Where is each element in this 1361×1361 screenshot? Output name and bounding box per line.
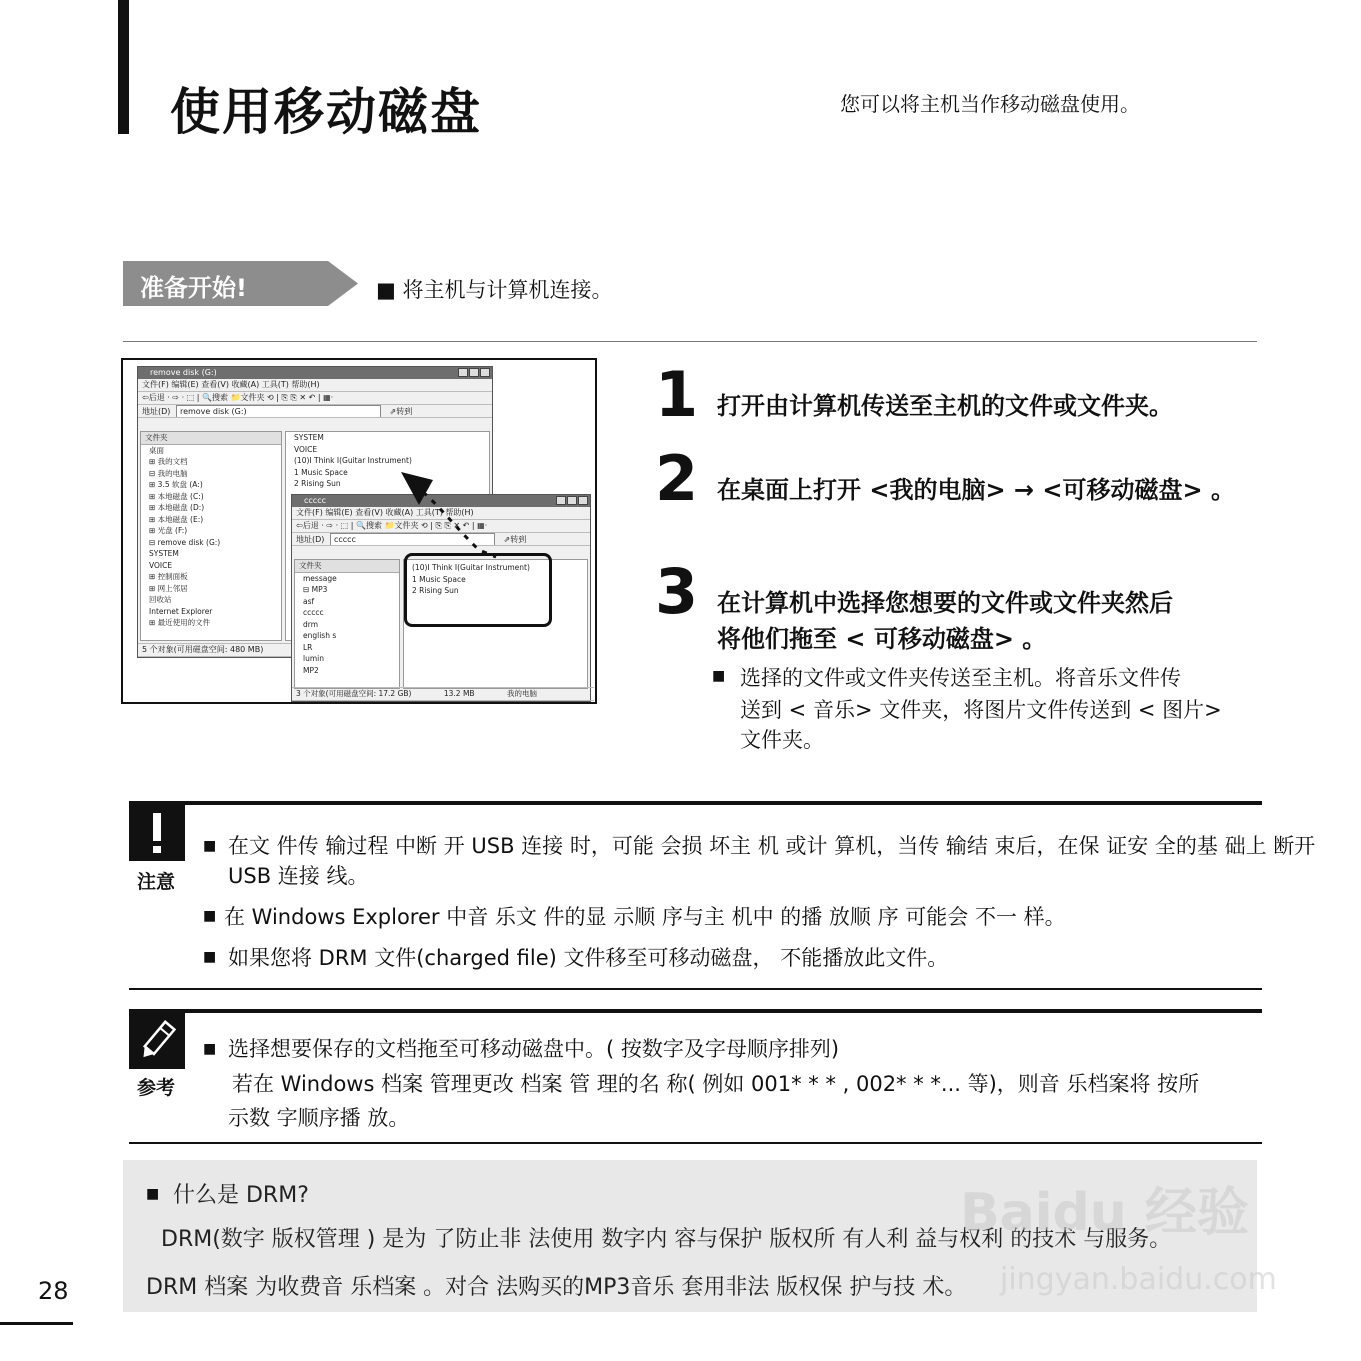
step3-bullet-line3: 文件夹。 [740,728,824,752]
folder-tree-item[interactable]: ⊞ 最近使用的文件 [149,618,211,627]
folder-tree-item[interactable]: drm [303,619,319,629]
status-size: 13.2 MB [443,689,475,698]
step-number-3: 3 [655,555,699,628]
bullet-icon: ■ [203,949,217,965]
bullet-icon: ■ [203,1041,217,1057]
reference-line1: 选择想要保存的文档拖至可移动磁盘中。( 按数字及字母顺序排列) [228,1037,840,1061]
folder-tree-item[interactable]: message [303,573,337,583]
address-label: 地址(D) [296,535,325,544]
drm-line2: DRM 档案 为收费音 乐档案 。对合 法购买的MP3音乐 套用非法 版权保 护与技 术。 [146,1275,967,1300]
caution-item-1-line2: USB 连接 线。 [228,864,369,888]
reference-bottom-rule [129,1142,1262,1144]
file-list-item[interactable]: 2 Rising Sun [412,586,459,595]
file-list-item[interactable]: VOICE [294,444,318,454]
file-list-item[interactable]: 1 Music Space [412,574,466,584]
folder-tree-item[interactable]: MP2 [303,665,319,675]
address-input[interactable]: remove disk (G:) [176,405,381,418]
folder-tree-item[interactable]: ⊞ 光盘 (F:) [149,526,188,535]
folder-tree-item[interactable]: english s [303,631,337,640]
folder-tree-item[interactable]: lumin [303,654,324,663]
folder-tree-item[interactable]: asf [303,596,315,606]
window-title: ccccc [304,496,326,505]
toolbar[interactable]: ⇦后退 · ⇨ · ⬚ | 🔍搜索 📁文件夹 ⟲ | ⎘ ⎘ ✕ ↶ | ▦· [292,520,590,533]
step-text-3-line1: 在计算机中选择您想要的文件或文件夹然后 [717,589,1173,617]
folder-tree-item[interactable]: ⊞ 网上邻居 [149,583,188,593]
reference-label: 参考 [137,1077,176,1099]
folders-header: 文件夹 [295,560,399,573]
page-title: 使用移动磁盘 [170,83,482,141]
baidu-watermark-url: jingyan.baidu.com [1000,1262,1277,1297]
folder-tree-item[interactable]: Internet Explorer [149,606,213,616]
window-title: remove disk (G:) [150,368,217,377]
step-text-2: 在桌面上打开 <我的电脑> → <可移动磁盘> 。 [717,476,1235,504]
drag-arrow-icon [123,360,595,702]
folder-tree-item[interactable]: ⊞ 本地磁盘 (D:) [149,503,205,512]
folder-tree-item[interactable]: ⊞ 控制面板 [149,572,188,581]
step3-bullet-line2: 送到 < 音乐> 文件夹，将图片文件传送到 < 图片> [740,698,1222,722]
folder-tree-item[interactable]: ⊞ 我的文档 [149,457,188,466]
folder-tree-item[interactable]: 桌面 [149,445,164,455]
bullet-icon: ■ [203,908,217,924]
address-input[interactable]: ccccc [330,533,495,546]
ready-label: 准备开始! [140,274,247,302]
step-text-3-line2: 将他们拖至 < 可移动磁盘> 。 [717,625,1047,653]
caution-item-1-line1: 在文 件传 输过程 中断 开 USB 连接 时，可能 会损 坏主 机 或计 算机，当传 输结 束后，在保 证安 全的基 础上 断开 [228,834,1316,858]
step-number-1: 1 [655,358,699,431]
step-number-2: 2 [655,442,699,515]
reference-line2: 若在 Windows 档案 管理更改 档案 管 理的名 称( 例如 001* * * , 002* * *... 等)，则音 乐档案将 按所 [232,1072,1200,1096]
drm-line1: DRM(数字 版权管理 ) 是为 了防止非 法使用 数字内 容与保护 版权所 有人利 益与权利 的技术 与服务。 [161,1227,1172,1252]
file-list-item[interactable]: (10)I Think I(Guitar Instrument) [412,563,530,572]
menu-bar[interactable]: 文件(F) 编辑(E) 查看(V) 收藏(A) 工具(T) 帮助(H) [292,507,590,520]
bullet-icon: ■ [712,668,726,684]
bullet-icon: ■ [146,1186,160,1202]
folders-header: 文件夹 [141,432,281,445]
status-location: 我的电脑 [506,689,537,698]
folder-tree-item[interactable]: VOICE [149,560,173,570]
folder-tree-item[interactable]: ⊞ 本地磁盘 (C:) [149,491,204,501]
page-number: 28 [38,1277,69,1305]
page-subtitle: 您可以将主机当作移动磁盘使用。 [840,92,1140,116]
file-list-item[interactable]: 1 Music Space [294,467,348,477]
file-list-item[interactable]: (10)I Think I(Guitar Instrument) [294,456,412,465]
explorer-screenshot [121,358,597,704]
folder-tree-item[interactable]: 回收站 [149,595,172,604]
caution-label: 注意 [137,871,176,893]
page-number-rule [0,1322,73,1325]
drm-heading: 什么是 DRM? [173,1183,309,1208]
status-bar: 5 个对象(可用磁盘空间: 480 MB) [138,643,496,657]
folder-tree-item[interactable]: LR [303,642,313,652]
reference-top-rule [129,1009,1262,1013]
file-list-item[interactable]: SYSTEM [294,433,324,442]
bullet-icon: ■ [203,838,217,854]
exclamation-icon [129,805,185,861]
folder-tree-item[interactable]: SYSTEM [149,549,179,558]
pencil-icon [129,1013,185,1069]
folder-tree-item[interactable]: ⊟ remove disk (G:) [149,537,221,547]
step3-bullet-line1: 选择的文件或文件夹传送至主机。将音乐文件传 [740,666,1181,690]
file-list-item[interactable]: 2 Rising Sun [294,479,341,488]
ready-step: ■ 将主机与计算机连接。 [376,278,613,302]
caution-bottom-rule [129,988,1262,990]
address-label: 地址(D) [142,407,171,416]
step-text-1: 打开由计算机传送至主机的文件或文件夹。 [717,392,1173,420]
folder-tree-item[interactable]: ⊟ MP3 [303,585,328,594]
folder-tree-item[interactable]: ⊟ 我的电脑 [149,468,188,478]
menu-bar[interactable]: 文件(F) 编辑(E) 查看(V) 收藏(A) 工具(T) 帮助(H) [138,379,492,392]
section-divider [123,341,1257,342]
status-text: 3 个对象(可用磁盘空间: 17.2 GB) [296,689,412,698]
folder-tree-item[interactable]: ⊞ 3.5 软盘 (A:) [149,480,203,489]
baidu-watermark-logo: Baidu 经验 [960,1183,1249,1243]
caution-top-rule [129,801,1262,805]
title-accent-bar [118,0,129,134]
folder-tree-item[interactable]: ccccc [303,608,324,617]
folder-tree-item[interactable]: ⊞ 本地磁盘 (E:) [149,514,204,524]
caution-item-3: 如果您将 DRM 文件(charged file) 文件移至可移动磁盘， 不能播放此文件。 [228,946,949,970]
toolbar[interactable]: ⇦后退 · ⇨ · ⬚ | 🔍搜索 📁文件夹 ⟲ | ⎘ ⎘ ✕ ↶ | ▦· [138,392,492,405]
go-button[interactable]: ⇗转到 [503,535,527,544]
go-button[interactable]: ⇗转到 [389,407,413,416]
reference-line3: 示数 字顺序播 放。 [228,1106,410,1130]
caution-item-2: 在 Windows Explorer 中音 乐文 件的显 示顺 序与主 机中 的播 放顺 序 可能会 不一 样。 [224,905,1066,929]
